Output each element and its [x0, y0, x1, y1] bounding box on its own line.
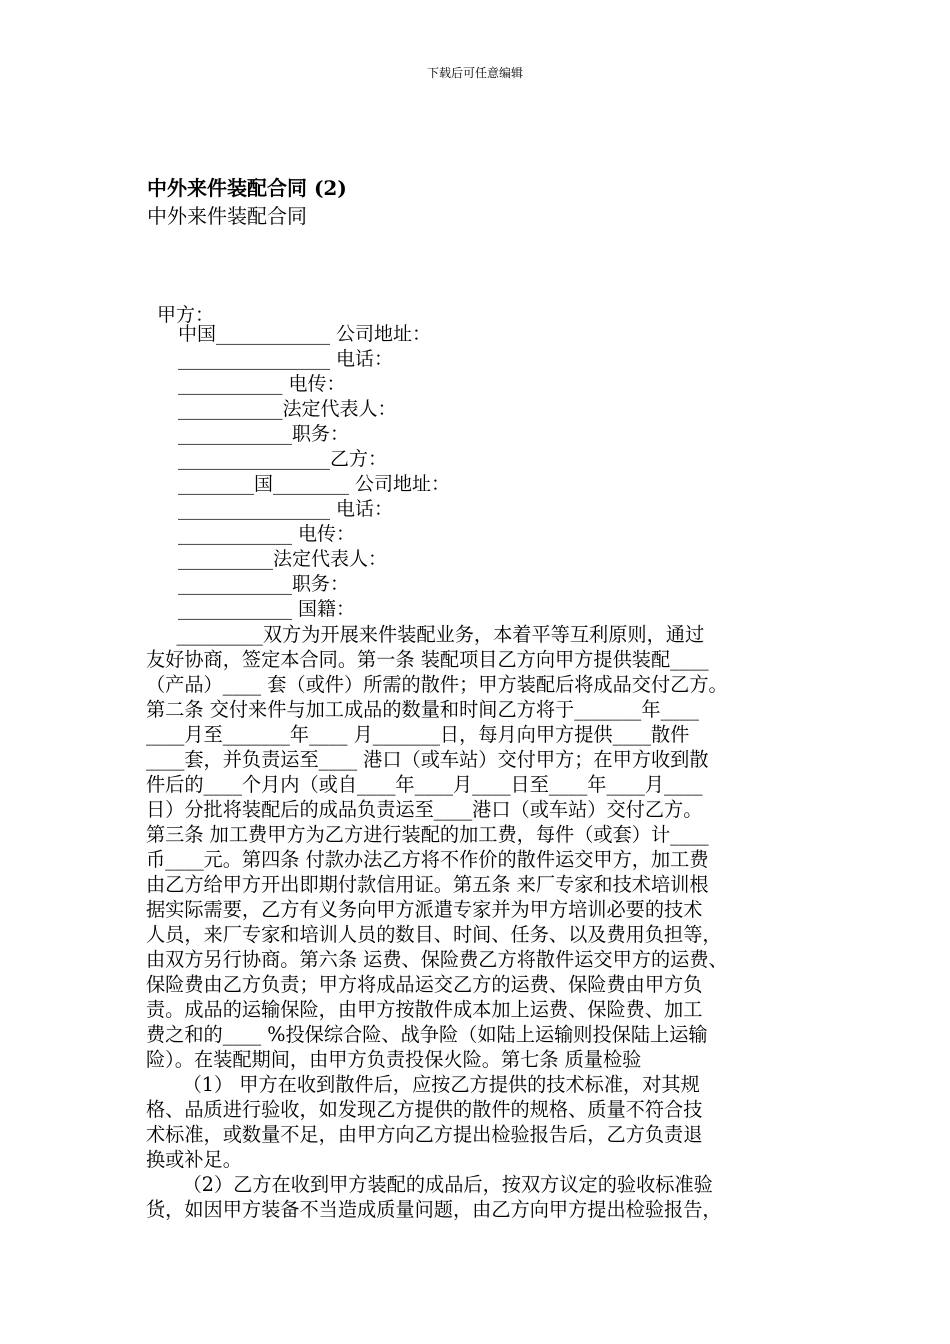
body-line: 费之和的____ %投保综合险、战争险（如陆上运输则投保陆上运输 — [146, 1023, 708, 1046]
body-line: 由乙方给甲方开出即期付款信用证。第五条 来厂专家和技术培训根 — [146, 873, 709, 896]
body-line: 货，如因甲方装备不当造成质量问题，由乙方向甲方提出检验报告， — [146, 1198, 722, 1221]
body-line: _________双方为开展来件装配业务，本着平等互利原则，通过 — [146, 623, 705, 646]
body-line: （2）乙方在收到甲方装配的成品后，按双方议定的验收标准验 — [146, 1173, 713, 1196]
field-line: __________法定代表人： — [178, 548, 388, 570]
body-line: （1） 甲方在收到散件后，应按乙方提供的技术标准，对其规 — [146, 1073, 700, 1096]
document-subtitle: 中外来件装配合同 — [147, 204, 307, 228]
body-line: 术标准，或数量不足，由甲方向乙方提出检验报告后，乙方负责退 — [146, 1123, 703, 1146]
document-title: 中外来件装配合同 (2) — [147, 176, 347, 200]
body-line: 据实际需要，乙方有义务向甲方派遣专家并为甲方培训必要的技术 — [146, 898, 703, 921]
body-line: 险）。在装配期间，由甲方负责投保火险。第七条 质量检验 — [146, 1048, 642, 1071]
body-line: ____套，并负责运至____ 港口（或车站）交付甲方；在甲方收到散 — [146, 748, 709, 771]
contract-body — [146, 622, 806, 1222]
field-line: ________国________ 公司地址： — [178, 473, 451, 495]
body-line: 日）分批将装配后的成品负责运至____港口（或车站）交付乙方。 — [146, 798, 703, 821]
body-line: 第三条 加工费甲方为乙方进行装配的加工费，每件（或套）计____ — [146, 823, 709, 846]
body-line: 友好协商，签定本合同。第一条 装配项目乙方向甲方提供装配____ — [146, 648, 709, 671]
field-line: ____________ 电传： — [178, 523, 356, 545]
field-line: ________________ 电话： — [178, 498, 394, 520]
body-line: 格、品质进行验收，如发现乙方提供的散件的规格、质量不符合技 — [146, 1098, 703, 1121]
field-line: ___________ 电传： — [178, 373, 346, 395]
party-a-label: 甲方： — [157, 304, 215, 326]
field-line: ________________ 电话： — [178, 348, 394, 370]
field-line: ____________职务： — [178, 423, 350, 445]
body-line: 币____元。第四条 付款办法乙方将不作价的散件运交甲方，加工费 — [146, 848, 709, 871]
body-line: 由双方另行协商。第六条 运费、保险费乙方将散件运交甲方的运费、 — [146, 948, 728, 971]
body-line: ____月至_______年____ 月_______日，每月向甲方提供____散件 — [146, 723, 690, 746]
body-line: 换或补足。 — [146, 1148, 242, 1171]
page-header-note: 下载后可任意编辑 — [426, 66, 523, 80]
field-line: 中国____________ 公司地址： — [178, 323, 432, 345]
body-line: 第二条 交付来件与加工成品的数量和时间乙方将于_______年____ — [146, 698, 699, 721]
field-line: ____________职务： — [178, 573, 350, 595]
body-line: （产品）____ 套（或件）所需的散件；甲方装配后将成品交付乙方。 — [146, 673, 728, 696]
field-line: ________________乙方： — [178, 448, 388, 470]
body-line: 人员，来厂专家和培训人员的数目、时间、任务、以及费用负担等， — [146, 923, 722, 946]
party-field-list — [178, 322, 450, 622]
body-line: 件后的____个月内（或自____年____月____日至____年____月____ — [146, 773, 703, 796]
body-line: 保险费由乙方负责；甲方将成品运交乙方的运费、保险费由甲方负 — [146, 973, 703, 996]
field-line: ____________ 国籍： — [178, 598, 356, 620]
body-line: 责。成品的运输保险，由甲方按散件成本加上运费、保险费、加工 — [146, 998, 703, 1021]
field-line: ___________法定代表人： — [178, 398, 397, 420]
